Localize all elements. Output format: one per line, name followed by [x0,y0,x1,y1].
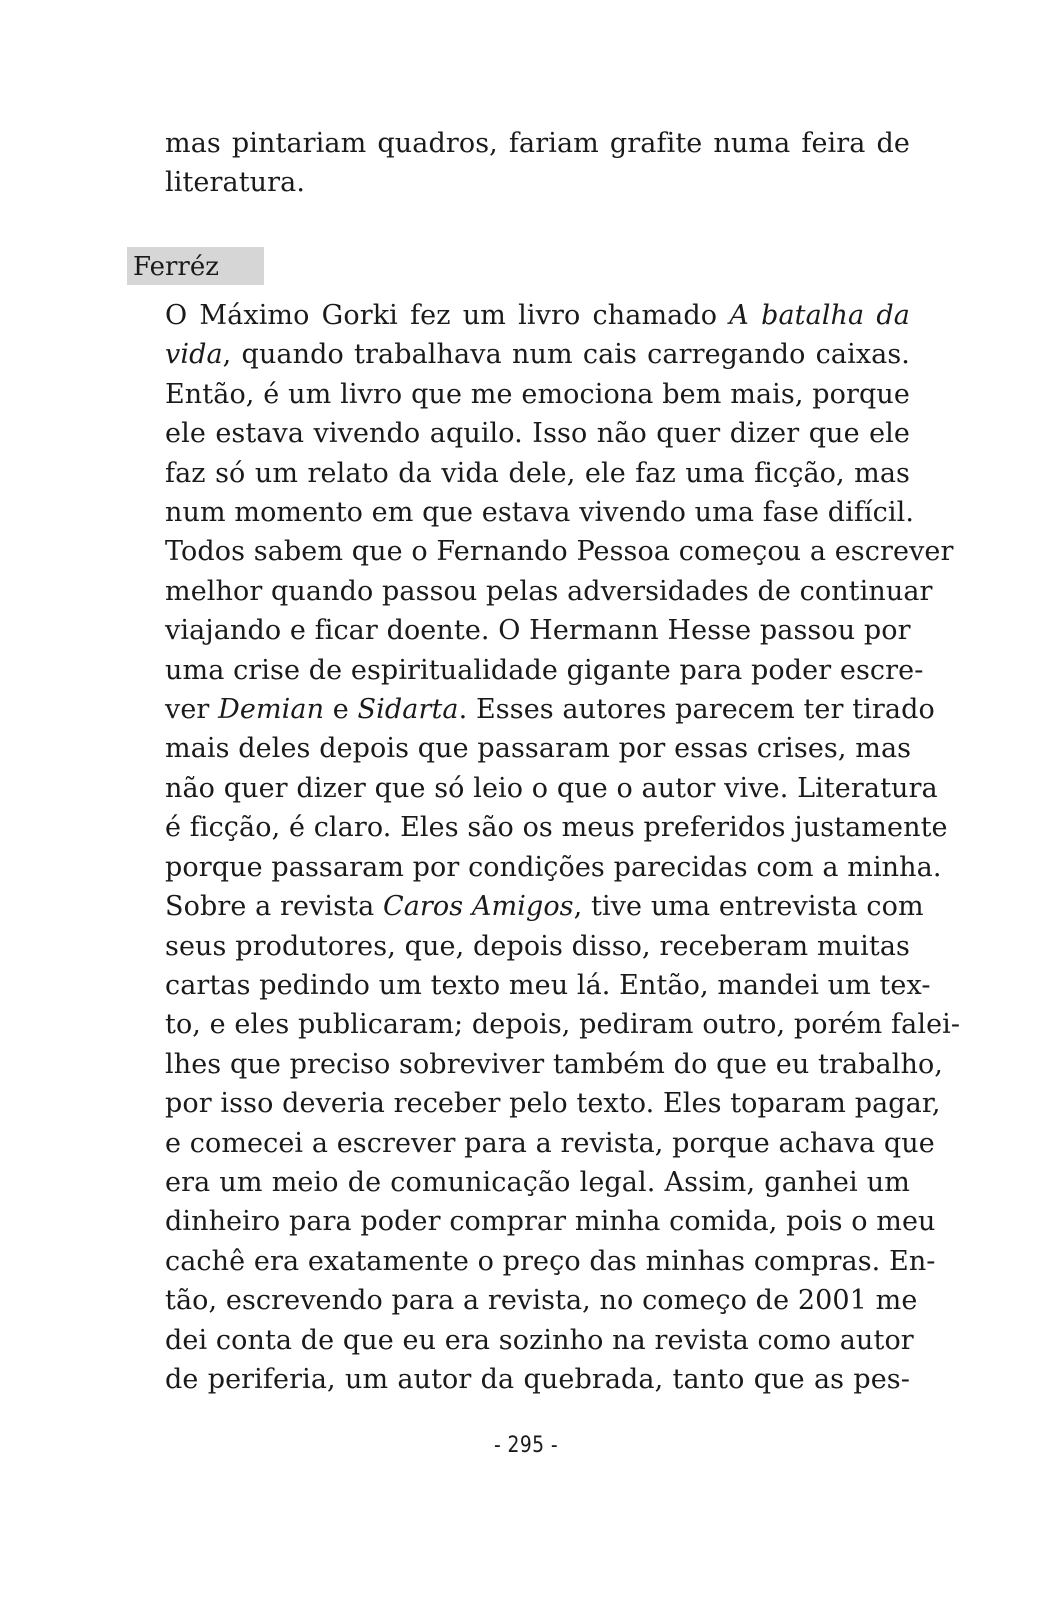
text-run: to, e eles publicaram; depois, pediram outro, porém falei- [165,1009,961,1041]
text-run: por isso deveria receber pelo texto. Eles toparam pagar, [165,1088,941,1120]
text-line [165,1321,914,1360]
text-line [165,454,910,493]
text-line [165,1005,961,1044]
text-run: , quando trabalhava num cais carregando caixas. [222,339,910,371]
text-line [165,927,910,966]
speaker-label: Ferréz [127,247,264,285]
text-run: lhes que preciso sobreviver também do que eu trabalho, [165,1048,943,1080]
text-line [165,335,910,374]
text-line [165,611,910,650]
text-line [165,414,910,453]
text-run: Sobre a revista [165,891,383,923]
text-run: faz só um relato da vida dele, ele faz uma ficção, mas [165,457,910,489]
italic-title: vida [165,339,223,371]
italic-title: Sidarta [357,694,459,726]
text-run: melhor quando passou pelas adversidades de continuar [165,575,933,607]
text-line [165,1202,936,1241]
text-line [165,690,935,729]
text-line [165,375,910,414]
text-run: . Esses autores parecem ter tirado [458,694,935,726]
text-line [165,769,938,808]
italic-title: Caros Amigos [382,891,574,923]
text-run: , tive uma entrevista com [573,891,924,923]
text-run: e [324,694,358,726]
text-run: porque passaram por condições parecidas com a minha. [165,851,942,883]
text-line [165,1281,918,1320]
text-line [165,966,931,1005]
text-run: é ficção, é claro. Eles são os meus preferidos justamente [165,812,948,844]
text-run: cartas pedindo um texto meu lá. Então, mandei um tex- [165,969,931,1001]
text-line: literatura. [165,167,306,199]
text-line [165,1124,935,1163]
text-run: O Máximo Gorki fez um livro chamado [165,300,730,331]
text-line [165,651,924,690]
text-run: ver [165,694,219,726]
text-line [165,1242,936,1281]
text-run: cachê era exatamente o preço das minhas compras. En- [165,1245,936,1277]
text-line [165,532,954,571]
text-run: era um meio de comunicação legal. Assim, ganhei um [165,1166,910,1198]
text-run: Então, é um livro que me emociona bem mais, porque [165,378,910,410]
body-paragraph [165,296,961,1399]
text-run: mais deles depois que passaram por essas crises, mas [165,733,912,765]
text-run: de periferia, um autor da quebrada, tanto que as pes- [165,1363,910,1395]
text-line [165,1360,910,1399]
text-line [165,1084,941,1123]
text-run: e comecei a escrever para a revista, porque achava que [165,1127,935,1159]
text-line: mas pintariam quadros, fariam grafite numa feira de [165,128,910,159]
text-line [165,296,910,335]
text-run: viajando e ficar doente. O Hermann Hesse passou por [165,615,911,647]
text-line [165,1163,910,1202]
text-line [165,808,948,847]
text-line [165,729,910,768]
text-run: não quer dizer que só leio o que o autor vive. Literatura [165,772,938,804]
text-line [165,1045,943,1084]
text-run: dei conta de que eu era sozinho na revista como autor [165,1324,914,1356]
text-run: ele estava vivendo aquilo. Isso não quer dizer que ele [165,418,910,450]
text-run: dinheiro para poder comprar minha comida, pois o meu [165,1206,936,1238]
page-number: - 295 - [493,1433,559,1458]
text-run: num momento em que estava vivendo uma fase difícil. [165,497,915,529]
text-run: uma crise de espiritualidade gigante para poder escre- [165,654,924,686]
italic-title: Demian [218,694,325,726]
italic-title: A batalha da [729,300,910,331]
intro-paragraph [165,124,910,203]
text-run: Todos sabem que o Fernando Pessoa começou a escrever [165,536,954,568]
text-line [165,572,933,611]
text-run: seus produtores, que, depois disso, receberam muitas [165,930,910,962]
text-line [165,848,942,887]
text-line [165,887,924,926]
text-run: tão, escrevendo para a revista, no começo de 2001 me [165,1285,918,1317]
text-line [165,493,915,532]
